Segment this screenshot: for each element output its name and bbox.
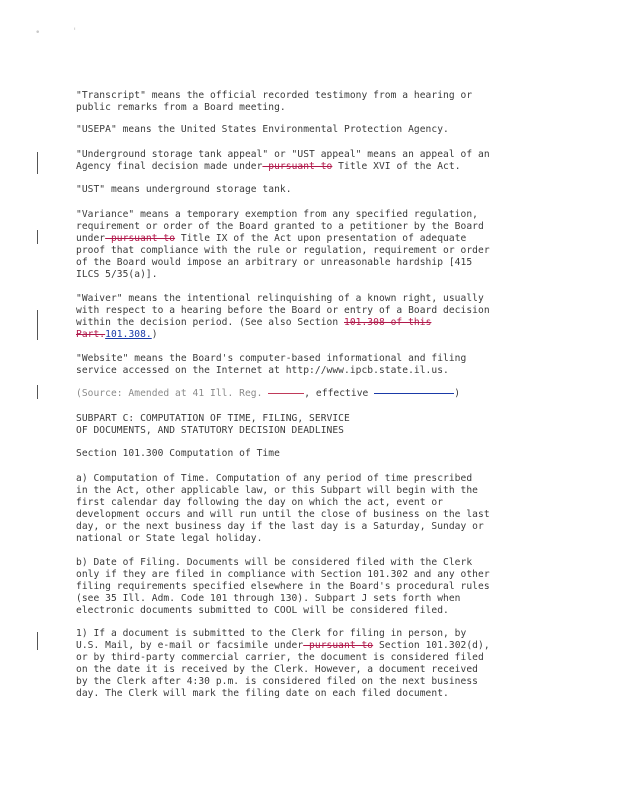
deleted-text: pursuant to [262, 161, 333, 172]
text-line: ILCS 5/35(a)]. [76, 269, 158, 280]
subsection-b [76, 557, 546, 617]
section-heading [76, 448, 546, 460]
definition-usepa [76, 124, 546, 136]
definition-waiver [76, 293, 546, 341]
text-line: Part.101.308.) [76, 329, 158, 340]
text-line: by the Clerk after 4:30 p.m. is considered filed on the next business [76, 676, 478, 687]
text-line: of the Board would impose an arbitrary or unreasonable hardship [415 [76, 257, 473, 268]
deleted-text: Part. [76, 329, 106, 340]
text-line: with respect to a hearing before the Board or entry of a Board decision [76, 305, 490, 316]
text-line: "Website" means the Board's computer-based informational and filing [76, 353, 467, 364]
source-note: (Source: Amended at 41 Ill. Reg. , effective ) [76, 388, 461, 399]
text-line: day, or the next business day if the last day is a Saturday, Sunday or [76, 521, 484, 532]
text-line: b) Date of Filing. Documents will be considered filed with the Clerk [76, 557, 473, 568]
text-line: Section 101.300 Computation of Time [76, 448, 280, 459]
deleted-text: pursuant to [303, 640, 374, 651]
subpart-heading [76, 413, 546, 437]
definition-website [76, 353, 546, 377]
text-line: "UST" means underground storage tank. [76, 184, 292, 195]
text-line: development occurs and will run until the close of business on the last [76, 509, 490, 520]
subsection-b-1 [76, 628, 546, 700]
text-line: first calendar day following the day on which the act, event or [76, 497, 444, 508]
text-line: only if they are filed in compliance with Section 101.302 and any other [76, 569, 490, 580]
inserted-text: 101.308. [105, 329, 152, 340]
text-line: "Underground storage tank appeal" or "UST appeal" means an appeal of an [76, 149, 490, 160]
text-line: 1) If a document is submitted to the Clerk for filing in person, by [76, 628, 467, 639]
text-line: filing requirements specified elsewhere in the Board's procedural rules [76, 581, 490, 592]
change-bar [37, 385, 38, 399]
text-line: on the date it is received by the Clerk. However, a document received [76, 664, 478, 675]
text-line: proof that compliance with the rule or regulation, requirement or order [76, 245, 490, 256]
change-bar [37, 632, 38, 650]
text-line: (see 35 Ill. Adm. Code 101 through 130). Subpart J sets forth when [76, 593, 461, 604]
subsection-a [76, 473, 546, 545]
text-line: "Waiver" means the intentional relinquishing of a known right, usually [76, 293, 484, 304]
change-bar [37, 230, 38, 244]
text-line: "Transcript" means the official recorded testimony from a hearing or [76, 90, 473, 101]
scan-mark-dot: • [35, 28, 41, 38]
definition-ust [76, 184, 546, 196]
text-line: national or State legal holiday. [76, 533, 263, 544]
text-line: electronic documents submitted to COOL will be considered filed. [76, 605, 449, 616]
text-line: a) Computation of Time. Computation of any period of time prescribed [76, 473, 473, 484]
blank-volume [268, 393, 304, 394]
deleted-text: pursuant to [105, 233, 176, 244]
text-line: service accessed on the Internet at http://www.ipcb.state.il.us. [76, 365, 449, 376]
text-line: SUBPART C: COMPUTATION OF TIME, FILING, SERVICE [76, 413, 350, 424]
text-line: in the Act, other applicable law, or this Subpart will begin with the [76, 485, 478, 496]
scan-mark-tick: ' [72, 27, 78, 37]
definition-ust-appeal [76, 149, 546, 173]
text-line: or by third-party commercial carrier, the document is considered filed [76, 652, 484, 663]
text-line: under pursuant to Title IX of the Act upon presentation of adequate [76, 233, 467, 244]
change-bar [37, 152, 38, 174]
text-line: public remarks from a Board meeting. [76, 102, 286, 113]
text-line: "USEPA" means the United States Environmental Protection Agency. [76, 124, 449, 135]
text-line: U.S. Mail, by e-mail or facsimile under pursuant to Section 101.302(d), [76, 640, 490, 651]
text-line: "Variance" means a temporary exemption from any specified regulation, [76, 209, 478, 220]
text-line: within the decision period. (See also Section 101.308 of this [76, 317, 432, 328]
text-line: OF DOCUMENTS, AND STATUTORY DECISION DEADLINES [76, 425, 344, 436]
text-line: day. The Clerk will mark the filing date on each filed document. [76, 688, 449, 699]
definition-variance [76, 209, 546, 281]
definition-transcript [76, 90, 546, 114]
text-line: Agency final decision made under pursuant to Title XVI of the Act. [76, 161, 461, 172]
change-bar [37, 310, 38, 340]
blank-effective-date [374, 393, 454, 394]
deleted-text: 101.308 of this [344, 317, 432, 328]
text-line: requirement or order of the Board granted to a petitioner by the Board [76, 221, 484, 232]
